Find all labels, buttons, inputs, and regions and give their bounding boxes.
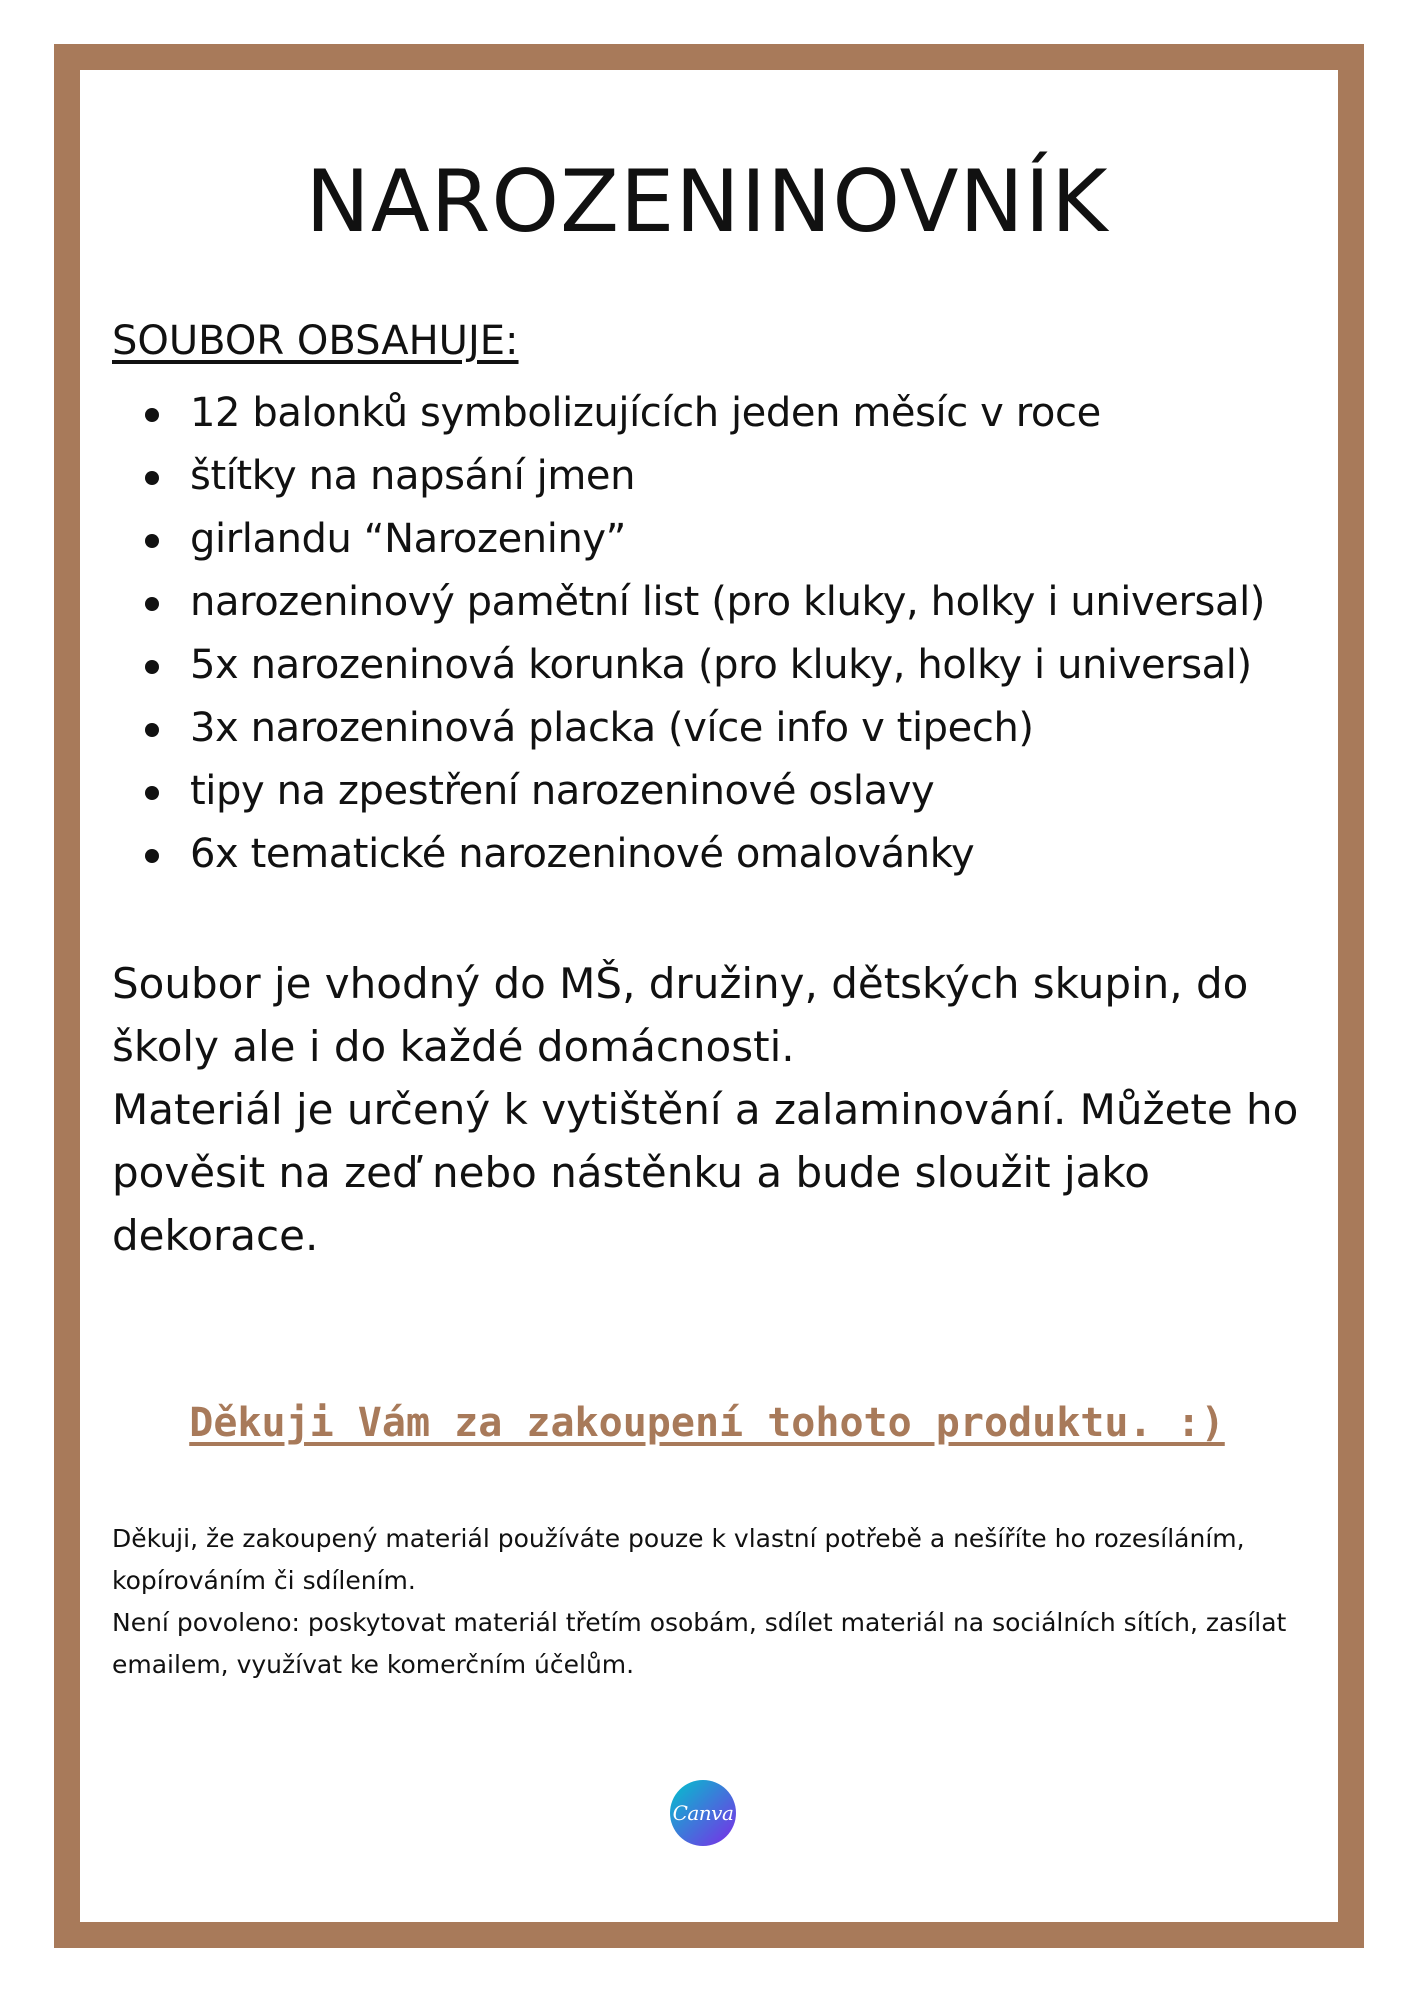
license-notice — [112, 1518, 1342, 1686]
list-item — [145, 697, 1265, 760]
bullet-icon — [145, 786, 159, 800]
list-item-text: narozeninový pamětní list (pro kluky, holky i universal) — [190, 579, 1265, 625]
contents-list — [145, 382, 1265, 886]
list-item-text: 5x narozeninová korunka (pro kluky, holky i universal) — [190, 642, 1252, 688]
license-paragraph-restrictions: Není povoleno: poskytovat materiál třetím osobám, sdílet materiál na sociálních sítích, zasílat emailem, využívat ke komerčním účelům. — [112, 1608, 1287, 1679]
bullet-icon — [145, 723, 159, 737]
list-item — [145, 445, 1265, 508]
bullet-icon — [145, 534, 159, 548]
bullet-icon — [145, 471, 159, 485]
bullet-icon — [145, 597, 159, 611]
list-item — [145, 571, 1265, 634]
list-item-text: 3x narozeninová placka (více info v tipech) — [190, 705, 1034, 751]
description — [112, 952, 1332, 1267]
list-item-text: 12 balonků symbolizujících jeden měsíc v roce — [190, 390, 1101, 436]
list-item — [145, 382, 1265, 445]
license-paragraph-personal-use: Děkuji, že zakoupený materiál používáte pouze k vlastní potřebě a nešíříte ho rozesíláním, kopírováním či sdílením. — [112, 1524, 1245, 1595]
bullet-icon — [145, 849, 159, 863]
list-item — [145, 760, 1265, 823]
list-item — [145, 634, 1265, 697]
list-item — [145, 508, 1265, 571]
contents-heading: SOUBOR OBSAHUJE: — [112, 318, 519, 364]
description-paragraph-usage: Soubor je vhodný do MŠ, družiny, dětských skupin, do školy ale i do každé domácnosti. — [112, 959, 1249, 1071]
page-title: NAROZENINOVNÍK — [305, 152, 1109, 252]
list-item — [145, 823, 1265, 886]
bullet-icon — [145, 660, 159, 674]
thank-you-note: Děkuji Vám za zakoupení tohoto produktu. :) — [189, 1400, 1225, 1446]
canva-logo-icon: Canva — [670, 1780, 736, 1846]
list-item-text: girlandu “Narozeniny” — [190, 516, 626, 562]
description-paragraph-print: Materiál je určený k vytištění a zalaminování. Můžete ho pověsit na zeď nebo nástěnku a bude sloužit jako dekorace. — [112, 1085, 1299, 1260]
bullet-icon — [145, 408, 159, 422]
list-item-text: 6x tematické narozeninové omalovánky — [190, 831, 975, 877]
list-item-text: tipy na zpestření narozeninové oslavy — [190, 768, 935, 814]
list-item-text: štítky na napsání jmen — [190, 453, 636, 499]
